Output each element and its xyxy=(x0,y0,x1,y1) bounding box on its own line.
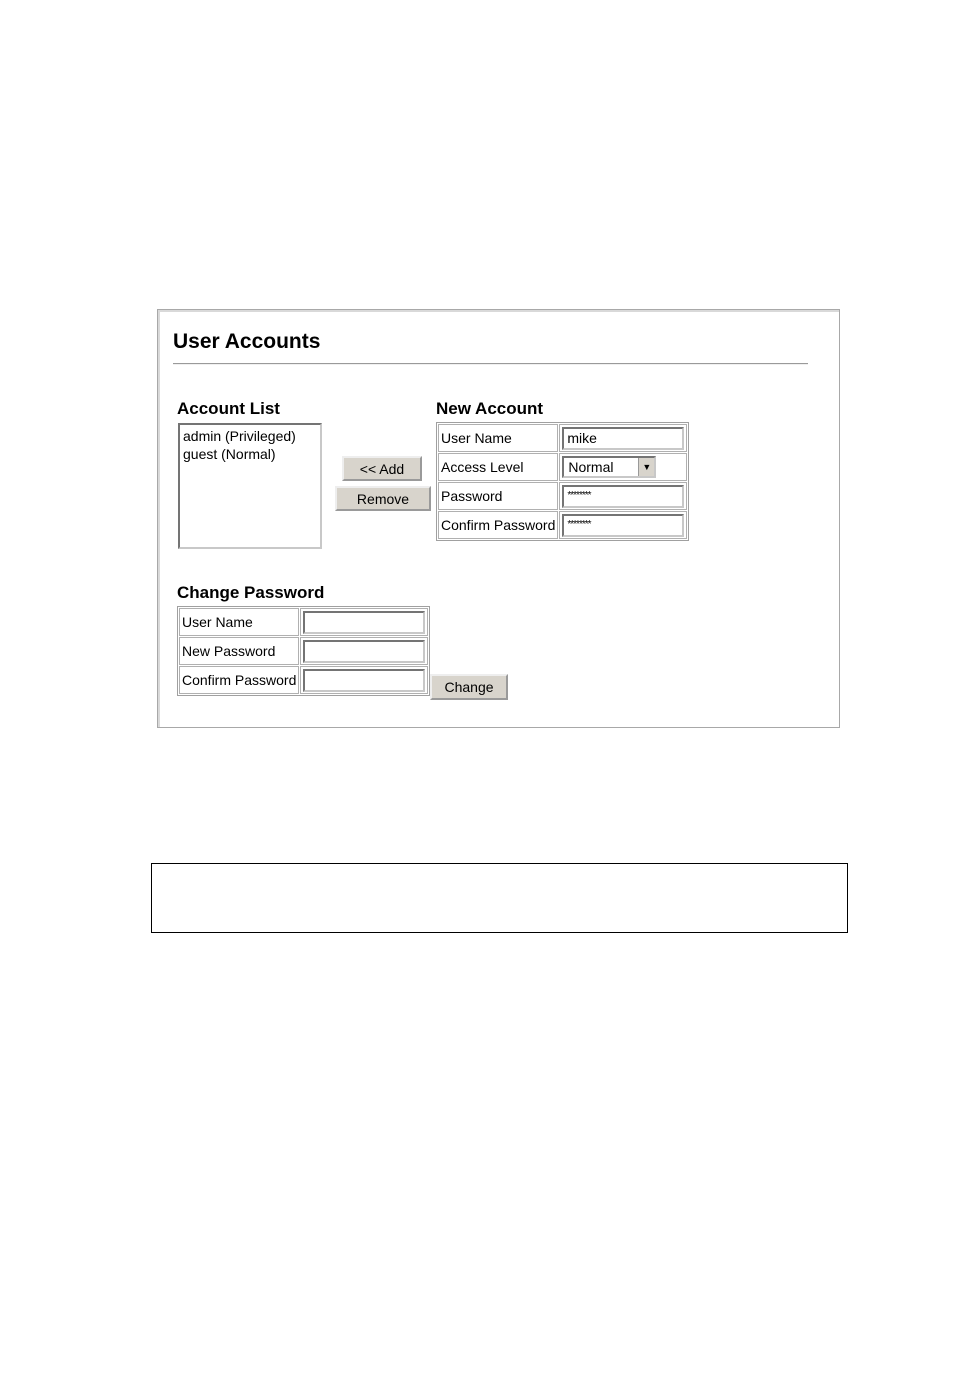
new-account-heading: New Account xyxy=(436,399,544,418)
change-password-heading: Change Password xyxy=(177,583,325,602)
change-new-password-input[interactable] xyxy=(303,640,425,663)
change-confirm-password-label: Confirm Password xyxy=(179,666,299,694)
title-divider xyxy=(173,363,808,365)
access-level-label: Access Level xyxy=(438,453,558,481)
change-confirm-password-input[interactable] xyxy=(303,669,425,692)
user-accounts-panel xyxy=(157,309,840,728)
add-button[interactable]: << Add xyxy=(342,456,422,481)
account-list-item[interactable]: admin (Privileged) xyxy=(183,428,296,444)
new-user-name-label: User Name xyxy=(438,424,558,452)
new-account-form xyxy=(436,422,689,541)
new-password-input[interactable]: ******** xyxy=(562,485,684,508)
new-confirm-password-label: Confirm Password xyxy=(438,511,558,539)
remove-button[interactable]: Remove xyxy=(335,486,431,511)
new-user-name-input[interactable]: mike xyxy=(562,427,684,450)
change-user-name-input[interactable] xyxy=(303,611,425,634)
access-level-value: Normal xyxy=(568,459,614,475)
chevron-down-icon[interactable]: ▼ xyxy=(638,458,654,476)
note-box xyxy=(151,863,848,933)
new-password-label: Password xyxy=(438,482,558,510)
account-list-item[interactable]: guest (Normal) xyxy=(183,446,276,462)
change-password-form xyxy=(177,606,430,696)
change-user-name-label: User Name xyxy=(179,608,299,636)
account-list-box[interactable] xyxy=(178,423,322,549)
account-list-heading: Account List xyxy=(177,399,280,418)
page-title: User Accounts xyxy=(173,330,321,353)
change-new-password-label: New Password xyxy=(179,637,299,665)
change-button[interactable]: Change xyxy=(430,674,508,700)
new-confirm-password-input[interactable]: ******** xyxy=(562,514,684,537)
access-level-select[interactable] xyxy=(562,456,656,478)
